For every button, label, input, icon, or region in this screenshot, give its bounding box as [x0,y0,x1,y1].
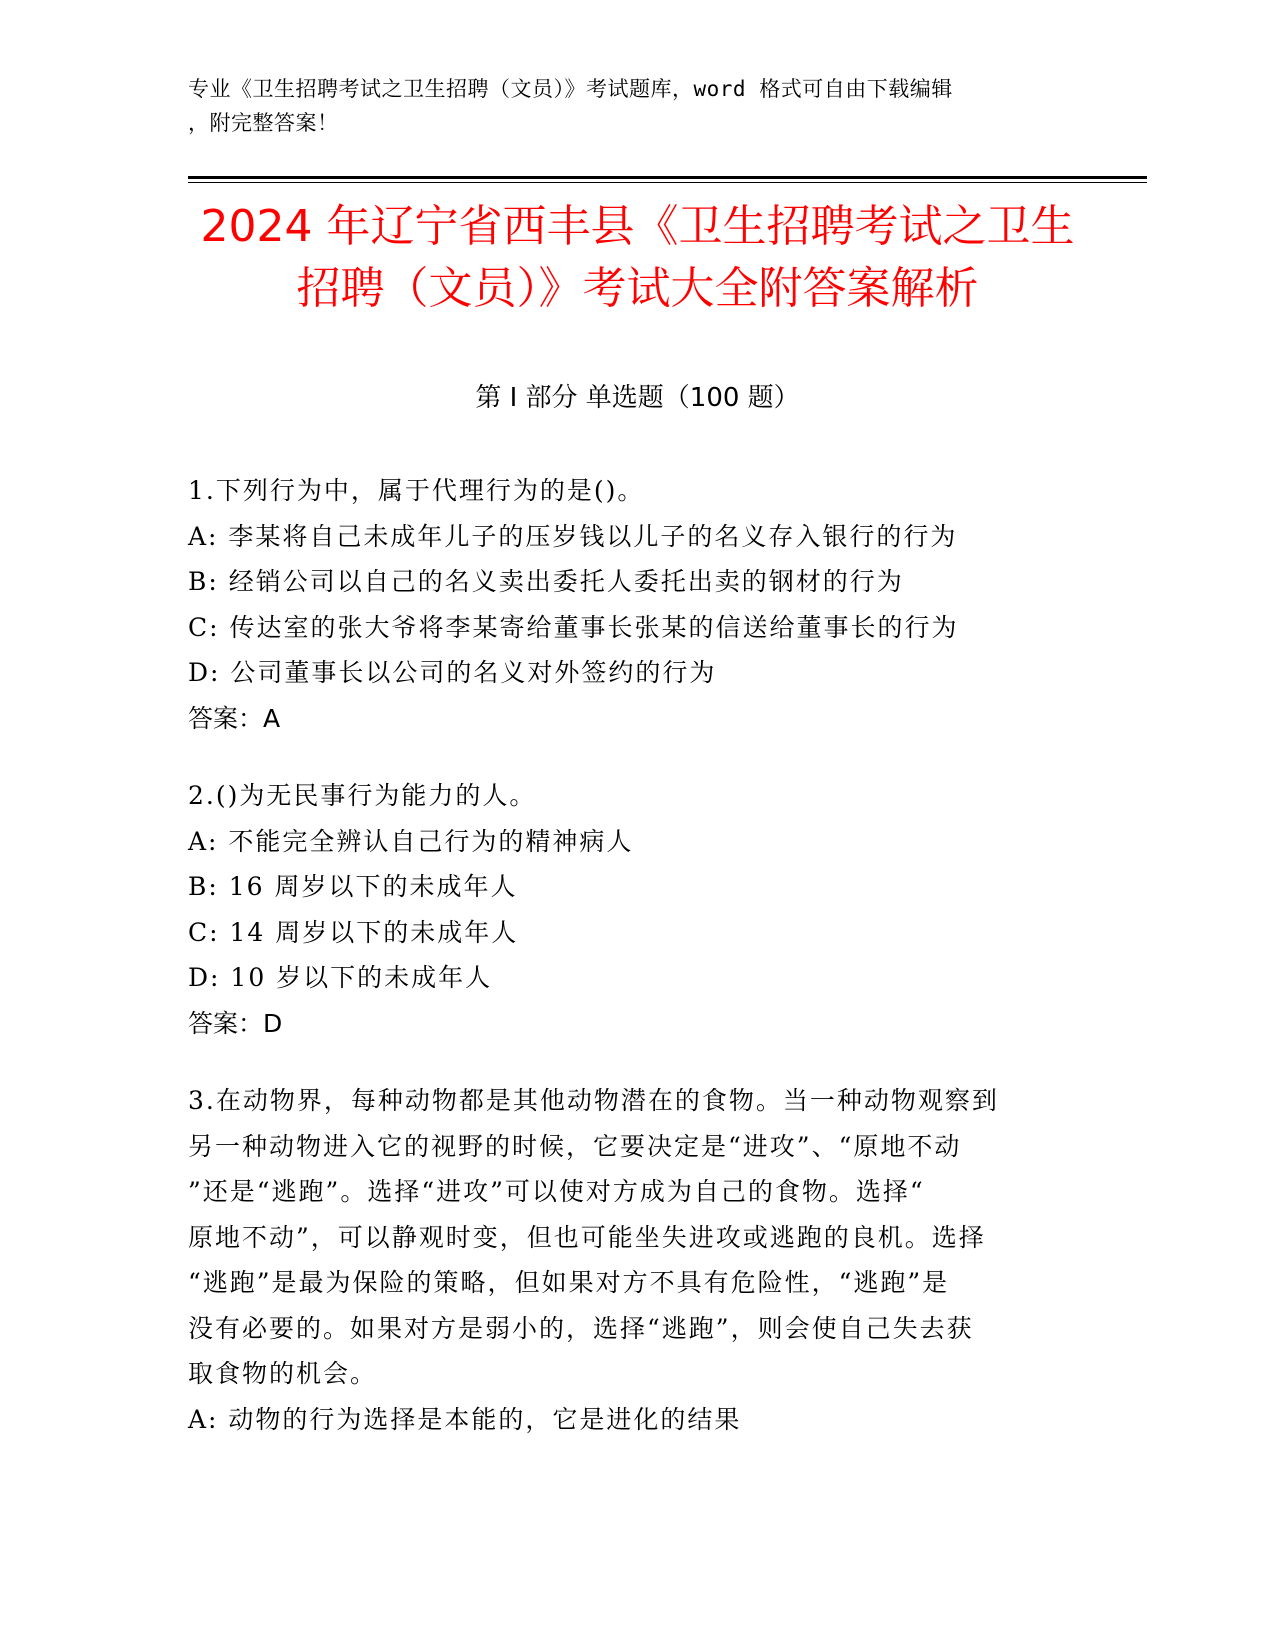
question-stem-line: “逃跑”是最为保险的策略，但如果对方不具有危险性，“逃跑”是 [188,1268,950,1297]
question-3 [188,1078,1068,1442]
option-b: B: 经销公司以自己的名义卖出委托人委托出卖的钢材的行为 [188,567,904,596]
option-a: A: 动物的行为选择是本能的，它是进化的结果 [188,1404,742,1434]
question-stem-line: 取食物的机会。 [188,1359,378,1388]
question-1 [188,468,1068,741]
header-note [188,72,1088,140]
section-title: 第 I 部分 单选题（100 题） [475,383,800,413]
option-b: B: 16 周岁以下的未成年人 [188,872,518,901]
option-d: D: 公司董事长以公司的名义对外签约的行为 [188,658,717,687]
question-stem: 2.()为无民事行为能力的人。 [188,781,537,810]
answer: 答案：D [188,1008,283,1038]
option-a: A: 李某将自己未成年儿子的压岁钱以儿子的名义存入银行的行为 [188,521,958,551]
header-divider-thick [188,176,1147,179]
document-title [150,196,1125,320]
option-c: C: 14 周岁以下的未成年人 [188,917,519,947]
header-note-line-2: ，附完整答案！ [188,111,339,135]
answer: 答案：A [188,703,281,733]
question-list [188,468,1068,1474]
document-title-line-1: 2024 年辽宁省西丰县《卫生招聘考试之卫生 [200,201,1075,252]
header-divider-thin [188,182,1147,183]
option-a: A: 不能完全辨认自己行为的精神病人 [188,826,634,856]
document-title-line-2: 招聘（文员）》考试大全附答案解析 [296,263,979,314]
question-stem-line: ”还是“逃跑”。选择“进攻”可以使对方成为自己的食物。选择“ [188,1177,925,1206]
question-stem-line: 3.在动物界，每种动物都是其他动物潜在的食物。当一种动物观察到 [188,1086,999,1115]
question-stem-line: 没有必要的。如果对方是弱小的，选择“逃跑”，则会使自己失去获 [188,1313,974,1343]
question-stem-line: 另一种动物进入它的视野的时候，它要决定是“进攻”、“原地不动 [188,1131,962,1161]
option-c: C: 传达室的张大爷将李某寄给董事长张某的信送给董事长的行为 [188,612,959,642]
header-note-line-1: 专业《卫生招聘考试之卫生招聘（文员）》考试题库，word 格式可自由下载编辑 [188,77,953,101]
question-stem: 1.下列行为中，属于代理行为的是()。 [188,476,645,505]
question-stem-line: 原地不动”，可以静观时变，但也可能坐失进攻或逃跑的良机。选择 [188,1222,986,1252]
question-2 [188,773,1068,1046]
option-d: D: 10 岁以下的未成年人 [188,963,493,992]
